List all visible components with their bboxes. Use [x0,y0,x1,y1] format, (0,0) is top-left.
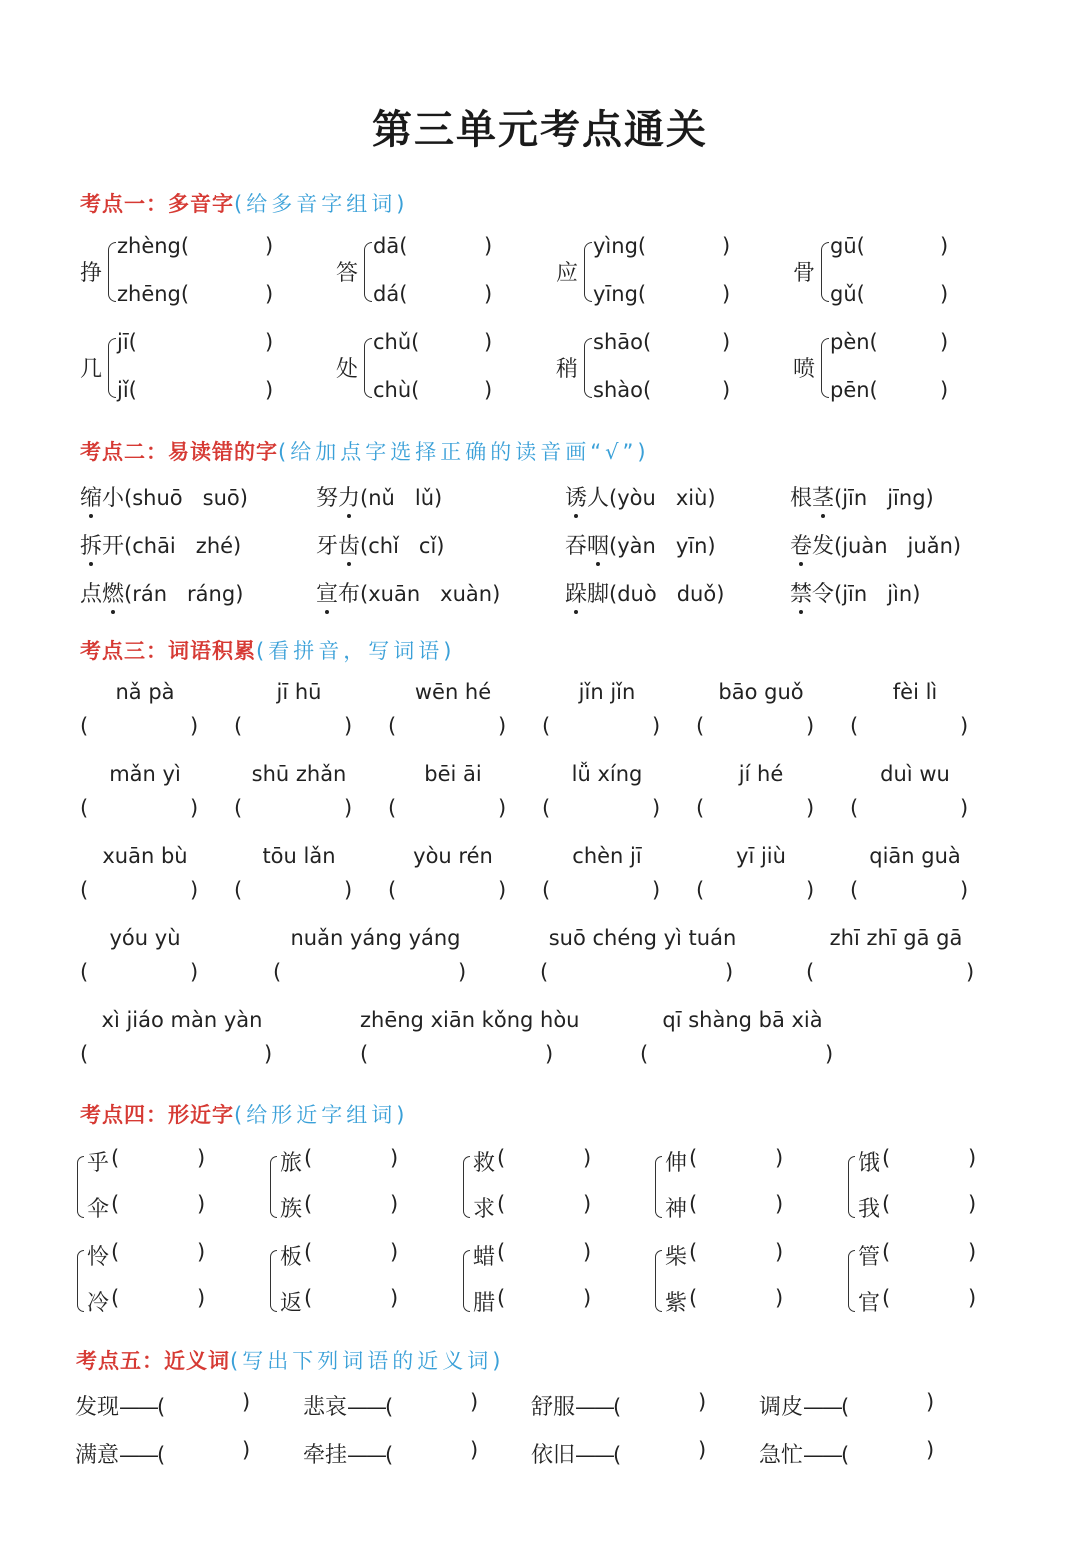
reading-2: dá( [373,282,408,306]
answer-open-paren[interactable]: ( [111,1240,120,1264]
answer-close-paren[interactable]: ) [652,796,661,820]
answer-input-close-paren[interactable]: ) [940,378,949,402]
similar-char-b: 紫 [665,1291,688,1316]
synonym-item [303,1438,393,1469]
answer-close-paren[interactable]: ) [190,960,199,984]
misread-word: 根茎 [790,486,835,511]
reading-options[interactable]: (shuō suō) [124,486,248,510]
pinyin-label: zhēng xiān kǒng hòu [360,1008,580,1032]
reading-options[interactable]: (chāi zhé) [124,534,242,558]
answer-close-paren[interactable]: ) [775,1192,784,1216]
brace-icon [821,338,829,398]
answer-open-paren[interactable]: ( [882,1240,891,1264]
answer-open-paren[interactable]: ( [234,878,243,902]
pinyin-label: nuǎn yáng yáng [290,926,461,950]
emphasis-dot-icon [596,562,600,566]
answer-input-close-paren[interactable]: ) [940,330,949,354]
brace-icon [364,338,372,398]
pinyin-label: qiān guà [869,844,961,868]
answer-open-paren[interactable]: ( [882,1146,891,1170]
reading-2: shào( [593,378,652,402]
misread-word: 努力 [316,486,361,511]
answer-open-paren[interactable]: ( [841,1443,850,1467]
answer-open-paren[interactable]: ( [111,1286,120,1310]
misread-item [790,577,920,608]
reading-1: jī( [117,330,137,354]
answer-open-paren[interactable]: ( [360,1042,369,1066]
pinyin-label: nǎ pà [115,680,175,704]
answer-open-paren[interactable]: ( [841,1395,850,1419]
emphasis-dot-icon [347,514,351,518]
reading-2: yīng( [593,282,647,306]
reading-options[interactable]: (jīn jìn) [834,582,921,606]
answer-input-close-paren[interactable]: ) [722,234,731,258]
polyphone-char: 几 [80,357,103,382]
answer-input-close-paren[interactable]: ) [484,378,493,402]
answer-close-paren[interactable]: ) [960,878,969,902]
polyphone-char: 稍 [556,357,579,382]
similar-char-b: 求 [473,1197,496,1222]
answer-input-close-paren[interactable]: ) [265,378,274,402]
reading-options[interactable]: (juàn juǎn) [834,534,962,558]
misread-word: 禁令 [790,582,835,607]
answer-open-paren[interactable]: ( [385,1443,394,1467]
pinyin-label: mǎn yì [109,762,181,786]
answer-close-paren[interactable]: ) [498,714,507,738]
answer-close-paren[interactable]: ) [498,796,507,820]
pinyin-label: jí hé [738,762,784,786]
answer-close-paren[interactable]: ) [968,1146,977,1170]
answer-close-paren[interactable]: ) [470,1390,479,1414]
answer-open-paren[interactable]: ( [497,1192,506,1216]
brace-icon [655,1250,662,1312]
brace-icon [584,242,592,302]
answer-open-paren[interactable]: ( [111,1146,120,1170]
emphasis-dot-icon [574,514,578,518]
pinyin-label: yóu yù [109,926,181,950]
pinyin-label: jǐn jǐn [578,680,636,704]
reading-options[interactable]: (duò duǒ) [609,582,725,606]
pinyin-label: wēn hé [414,680,492,704]
brace-icon [848,1250,855,1312]
answer-close-paren[interactable]: ) [242,1390,251,1414]
synonym-word: 调皮 [759,1395,804,1420]
answer-input-close-paren[interactable]: ) [265,282,274,306]
misread-item [790,481,934,512]
misread-item [316,577,500,608]
polyphone-char: 答 [336,261,359,286]
answer-input-close-paren[interactable]: ) [940,234,949,258]
pinyin-label: bāo guǒ [718,680,804,704]
answer-close-paren[interactable]: ) [775,1146,784,1170]
answer-input-close-paren[interactable]: ) [722,378,731,402]
misread-word: 宣布 [316,582,361,607]
reading-1: pèn( [830,330,878,354]
emphasis-dot-icon [574,610,578,614]
answer-open-paren[interactable]: ( [613,1395,622,1419]
answer-close-paren[interactable]: ) [344,796,353,820]
reading-1: chǔ( [373,330,420,354]
answer-close-paren[interactable]: ) [652,878,661,902]
section-1-heading: 考点一：多音字(给多音字组词) [80,192,409,216]
answer-open-paren[interactable]: ( [540,960,549,984]
polyphone-char: 挣 [80,261,103,286]
answer-input-close-paren[interactable]: ) [484,282,493,306]
similar-char-a: 饿 [858,1151,881,1176]
answer-open-paren[interactable]: ( [696,878,705,902]
reading-options[interactable]: (jīn jīng) [834,486,934,510]
pinyin-label: fèi lì [892,680,938,704]
misread-word: 拆开 [80,534,125,559]
answer-close-paren[interactable]: ) [197,1240,206,1264]
answer-close-paren[interactable]: ) [806,878,815,902]
answer-open-paren[interactable]: ( [234,796,243,820]
answer-input-close-paren[interactable]: ) [484,234,493,258]
reading-options[interactable]: (chǐ cǐ) [360,534,445,558]
answer-close-paren[interactable]: ) [966,960,975,984]
brace-icon [848,1156,855,1218]
similar-char-a: 蜡 [473,1245,496,1270]
synonym-word: 依旧 [531,1443,576,1468]
pinyin-label: bēi āi [424,762,482,786]
answer-close-paren[interactable]: ) [545,1042,554,1066]
reading-1: dā( [373,234,408,258]
answer-open-paren[interactable]: ( [273,960,282,984]
brace-icon [364,242,372,302]
answer-open-paren[interactable]: ( [497,1286,506,1310]
answer-open-paren[interactable]: ( [542,714,551,738]
misread-word: 卷发 [790,534,835,559]
misread-item [790,529,961,560]
answer-close-paren[interactable]: ) [344,714,353,738]
misread-word: 缩小 [80,486,125,511]
answer-close-paren[interactable]: ) [264,1042,273,1066]
pinyin-label: suō chéng yì tuán [548,926,737,950]
answer-open-paren[interactable]: ( [157,1443,166,1467]
reading-options[interactable]: (nǔ lǔ) [360,486,443,510]
answer-close-paren[interactable]: ) [197,1192,206,1216]
answer-close-paren[interactable]: ) [806,714,815,738]
answer-close-paren[interactable]: ) [583,1146,592,1170]
page-title: 第三单元考点通关 [372,106,708,153]
answer-open-paren[interactable]: ( [806,960,815,984]
answer-close-paren[interactable]: ) [825,1042,834,1066]
answer-close-paren[interactable]: ) [242,1438,251,1462]
brace-icon [270,1250,277,1312]
misread-word: 牙齿 [316,534,361,559]
answer-open-paren[interactable]: ( [80,878,89,902]
answer-close-paren[interactable]: ) [583,1192,592,1216]
answer-open-paren[interactable]: ( [613,1443,622,1467]
polyphone-char: 处 [336,357,359,382]
answer-open-paren[interactable]: ( [640,1042,649,1066]
answer-open-paren[interactable]: ( [542,796,551,820]
answer-open-paren[interactable]: ( [304,1240,313,1264]
similar-char-a: 救 [473,1151,496,1176]
polyphone-char: 喷 [793,357,816,382]
emphasis-dot-icon [325,610,329,614]
brace-icon [655,1156,662,1218]
pinyin-label: qī shàng bā xià [662,1008,823,1032]
answer-close-paren[interactable]: ) [926,1390,935,1414]
pinyin-label: chèn jī [572,844,642,868]
answer-close-paren[interactable]: ) [458,960,467,984]
reading-1: yìng( [593,234,647,258]
pinyin-label: lǚ xíng [571,762,643,786]
answer-close-paren[interactable]: ) [190,796,199,820]
pinyin-label: jī hū [276,680,322,704]
emphasis-dot-icon [111,610,115,614]
similar-char-b: 冷 [87,1291,110,1316]
answer-close-paren[interactable]: ) [652,714,661,738]
similar-char-a: 伸 [665,1151,688,1176]
brace-icon [108,242,116,302]
emphasis-dot-icon [89,562,93,566]
answer-close-paren[interactable]: ) [806,796,815,820]
emphasis-dot-icon [89,514,93,518]
brace-icon [77,1250,84,1312]
section-3-heading: 考点三：词语积累(看拼音，写词语) [80,639,456,663]
answer-open-paren[interactable]: ( [80,1042,89,1066]
answer-open-paren[interactable]: ( [80,796,89,820]
brace-icon [270,1156,277,1218]
answer-close-paren[interactable]: ) [968,1240,977,1264]
similar-char-b: 神 [665,1197,688,1222]
pinyin-label: shū zhǎn [251,762,347,786]
answer-input-close-paren[interactable]: ) [940,282,949,306]
answer-close-paren[interactable]: ) [390,1240,399,1264]
similar-char-a: 管 [858,1245,881,1270]
answer-close-paren[interactable]: ) [698,1390,707,1414]
answer-close-paren[interactable]: ) [190,714,199,738]
dash: —— [119,1395,158,1419]
answer-close-paren[interactable]: ) [583,1286,592,1310]
misread-item [80,577,243,608]
misread-item [80,529,241,560]
emphasis-dot-icon [799,610,803,614]
brace-icon [584,338,592,398]
brace-icon [108,338,116,398]
answer-close-paren[interactable]: ) [583,1240,592,1264]
answer-open-paren[interactable]: ( [542,878,551,902]
answer-close-paren[interactable]: ) [698,1438,707,1462]
synonym-item [303,1390,393,1421]
pinyin-label: yòu rén [413,844,493,868]
section-4-heading: 考点四：形近字(给形近字组词) [80,1103,409,1127]
synonym-item [759,1390,849,1421]
pinyin-label: duì wu [880,762,950,786]
reading-2: gǔ( [830,282,865,306]
misread-item [565,577,724,608]
answer-open-paren[interactable]: ( [882,1192,891,1216]
dash: —— [575,1395,614,1419]
reading-options[interactable]: (yòu xiù) [609,486,716,510]
answer-open-paren[interactable]: ( [689,1192,698,1216]
similar-char-a: 柴 [665,1245,688,1270]
answer-close-paren[interactable]: ) [775,1286,784,1310]
dash: —— [803,1395,842,1419]
answer-open-paren[interactable]: ( [689,1240,698,1264]
answer-close-paren[interactable]: ) [190,878,199,902]
answer-open-paren[interactable]: ( [850,796,859,820]
answer-open-paren[interactable]: ( [385,1395,394,1419]
polyphone-char: 应 [556,261,579,286]
misread-item [316,529,445,560]
polyphone-char: 骨 [793,261,816,286]
misread-item [80,481,248,512]
emphasis-dot-icon [799,562,803,566]
answer-close-paren[interactable]: ) [725,960,734,984]
reading-2: chù( [373,378,420,402]
similar-char-b: 腊 [473,1291,496,1316]
similar-char-a: 怜 [87,1245,110,1270]
answer-open-paren[interactable]: ( [234,714,243,738]
synonym-word: 发现 [75,1395,120,1420]
emphasis-dot-icon [347,562,351,566]
reading-options[interactable]: (yàn yīn) [609,534,716,558]
answer-open-paren[interactable]: ( [304,1192,313,1216]
similar-char-b: 伞 [87,1197,110,1222]
pinyin-label: zhī zhī gā gā [829,926,963,950]
pinyin-label: xì jiáo màn yàn [101,1008,263,1032]
answer-close-paren[interactable]: ) [968,1286,977,1310]
answer-open-paren[interactable]: ( [157,1395,166,1419]
answer-open-paren[interactable]: ( [388,714,397,738]
answer-open-paren[interactable]: ( [304,1286,313,1310]
answer-open-paren[interactable]: ( [696,796,705,820]
answer-close-paren[interactable]: ) [968,1192,977,1216]
answer-open-paren[interactable]: ( [304,1146,313,1170]
answer-close-paren[interactable]: ) [197,1286,206,1310]
synonym-item [531,1438,621,1469]
answer-open-paren[interactable]: ( [388,878,397,902]
pinyin-label: tōu lǎn [262,844,336,868]
similar-char-a: 乎 [87,1151,110,1176]
misread-word: 吞咽 [565,534,610,559]
reading-options[interactable]: (rán ráng) [124,582,244,606]
answer-open-paren[interactable]: ( [497,1240,506,1264]
answer-input-close-paren[interactable]: ) [484,330,493,354]
answer-close-paren[interactable]: ) [344,878,353,902]
brace-icon [821,242,829,302]
pinyin-label: xuān bù [102,844,188,868]
answer-close-paren[interactable]: ) [960,796,969,820]
reading-1: zhèng( [117,234,190,258]
answer-open-paren[interactable]: ( [80,960,89,984]
answer-open-paren[interactable]: ( [388,796,397,820]
similar-char-b: 返 [280,1291,303,1316]
section-2-heading: 考点二：易读错的字(给加点字选择正确的读音画“√”) [80,440,650,464]
similar-char-a: 板 [280,1245,303,1270]
synonym-item [75,1390,165,1421]
brace-icon [77,1156,84,1218]
answer-close-paren[interactable]: ) [390,1146,399,1170]
emphasis-dot-icon [821,514,825,518]
reading-2: zhēng( [117,282,190,306]
reading-options[interactable]: (xuān xuàn) [360,582,501,606]
dash: —— [347,1395,386,1419]
dash: —— [803,1443,842,1467]
similar-char-b: 我 [858,1197,881,1222]
answer-input-close-paren[interactable]: ) [265,330,274,354]
dash: —— [119,1443,158,1467]
answer-open-paren[interactable]: ( [850,878,859,902]
answer-input-close-paren[interactable]: ) [265,234,274,258]
answer-close-paren[interactable]: ) [470,1438,479,1462]
answer-close-paren[interactable]: ) [775,1240,784,1264]
answer-open-paren[interactable]: ( [882,1286,891,1310]
answer-close-paren[interactable]: ) [960,714,969,738]
answer-open-paren[interactable]: ( [689,1146,698,1170]
similar-char-b: 官 [858,1291,881,1316]
similar-char-b: 族 [280,1197,303,1222]
dash: —— [575,1443,614,1467]
answer-close-paren[interactable]: ) [498,878,507,902]
section-5-heading: 考点五：近义词(写出下列词语的近义词) [76,1349,505,1373]
reading-1: shāo( [593,330,652,354]
answer-close-paren[interactable]: ) [390,1286,399,1310]
misread-word: 跺脚 [565,582,610,607]
dash: —— [347,1443,386,1467]
answer-close-paren[interactable]: ) [926,1438,935,1462]
synonym-word: 舒服 [531,1395,576,1420]
answer-input-close-paren[interactable]: ) [722,330,731,354]
pinyin-label: yī jiù [736,844,786,868]
misread-item [316,481,442,512]
synonym-word: 牵挂 [303,1443,348,1468]
reading-1: gū( [830,234,865,258]
answer-open-paren[interactable]: ( [696,714,705,738]
answer-input-close-paren[interactable]: ) [722,282,731,306]
reading-2: jǐ( [117,378,137,402]
answer-open-paren[interactable]: ( [497,1146,506,1170]
misread-item [565,529,716,560]
misread-word: 诱人 [565,486,610,511]
synonym-word: 满意 [75,1443,120,1468]
answer-open-paren[interactable]: ( [80,714,89,738]
brace-icon [463,1156,470,1218]
answer-open-paren[interactable]: ( [111,1192,120,1216]
misread-item [565,481,716,512]
answer-close-paren[interactable]: ) [390,1192,399,1216]
answer-open-paren[interactable]: ( [850,714,859,738]
synonym-item [531,1390,621,1421]
synonym-word: 悲哀 [303,1395,348,1420]
similar-char-a: 旅 [280,1151,303,1176]
answer-open-paren[interactable]: ( [689,1286,698,1310]
synonym-word: 急忙 [759,1443,804,1468]
reading-2: pēn( [830,378,878,402]
brace-icon [463,1250,470,1312]
misread-word: 点燃 [80,582,125,607]
answer-close-paren[interactable]: ) [197,1146,206,1170]
synonym-item [75,1438,165,1469]
synonym-item [759,1438,849,1469]
